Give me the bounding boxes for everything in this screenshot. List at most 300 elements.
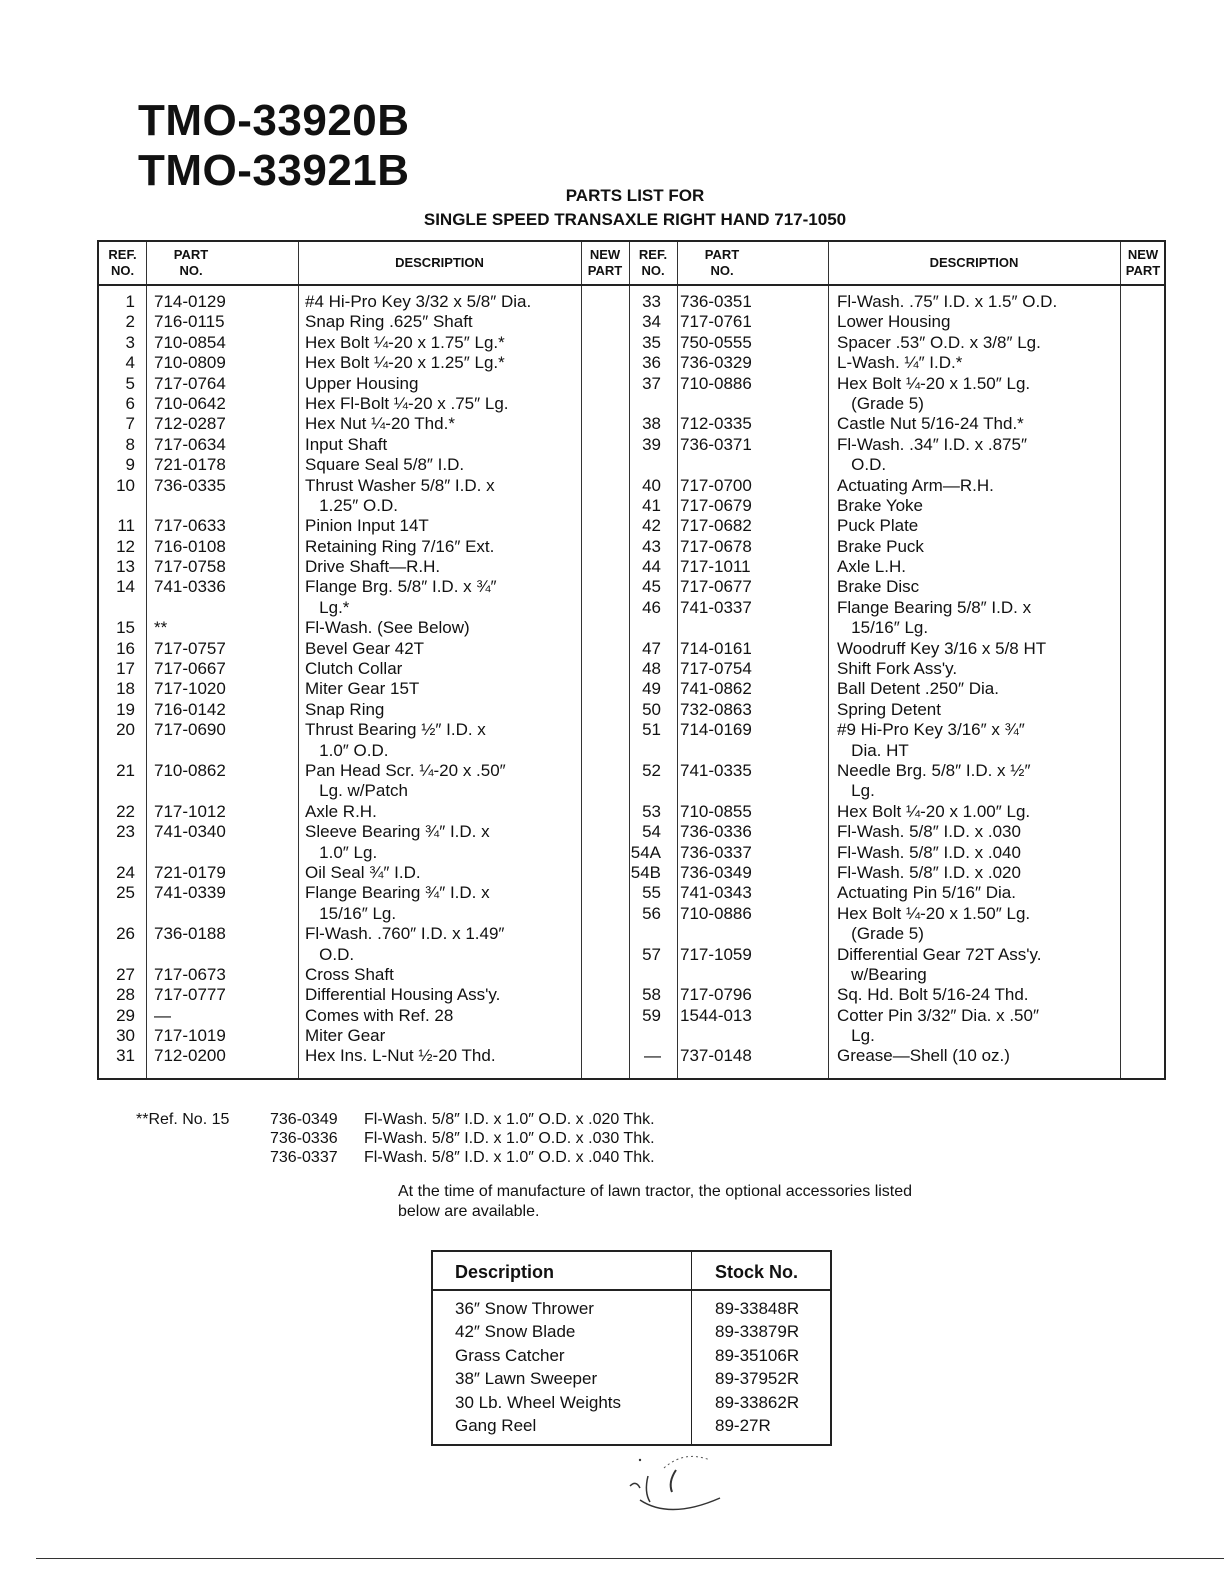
part-description: Fl-Wash. 5/8″ I.D. x .040 (837, 842, 1021, 862)
table-row (629, 700, 1120, 720)
part-description: Clutch Collar (305, 659, 403, 679)
part-no: 717-0677 (680, 577, 752, 597)
ref-no: 26 (116, 924, 135, 944)
footnote-part: 736-0349 (270, 1111, 338, 1128)
table-row (99, 659, 581, 679)
accessory-description: 36″ Snow Thrower (455, 1299, 594, 1318)
accessory-stock-no: 89-33879R (715, 1322, 800, 1342)
part-no: 710-0854 (154, 332, 226, 352)
ref-no: 11 (117, 516, 135, 536)
table-row (629, 516, 1120, 536)
table-row (629, 577, 1120, 597)
part-description: 15/16″ Lg. (837, 618, 929, 638)
ref-no: 7 (125, 414, 135, 434)
header-ref-no: REF. NO. (108, 247, 137, 278)
table-row (99, 924, 581, 944)
part-no: 717-0634 (154, 434, 226, 454)
ref-no: 1 (125, 292, 135, 311)
table-row (629, 1006, 1120, 1026)
part-description: Hex Ins. L-Nut ½-20 Thd. (305, 1046, 496, 1066)
ref-no: 55 (642, 883, 661, 903)
part-no: 717-0690 (154, 720, 226, 740)
ref-no: 34 (642, 312, 661, 332)
part-no: 717-1011 (680, 557, 751, 577)
part-no: 717-0679 (680, 495, 752, 515)
ref-no: 38 (642, 414, 661, 434)
table-row (99, 394, 581, 414)
table-row (629, 679, 1120, 699)
table-row (99, 455, 581, 475)
part-no: 736-0329 (680, 353, 752, 373)
part-description: Lg. w/Patch (305, 781, 408, 801)
table-row (99, 883, 581, 903)
part-description: Snap Ring .625″ Shaft (305, 312, 473, 332)
part-description: (Grade 5) (837, 924, 924, 944)
ref-no: 37 (642, 373, 661, 393)
part-no: 710-0642 (154, 393, 226, 413)
part-no: 717-0761 (680, 312, 752, 332)
ref-no: 49 (642, 679, 661, 699)
part-no: 717-0777 (154, 985, 226, 1005)
part-description: Differential Gear 72T Ass'y. (837, 944, 1042, 964)
table-row (99, 863, 581, 883)
table-row (99, 781, 581, 801)
table-row (629, 353, 1120, 373)
part-description: Puck Plate (837, 516, 919, 536)
table-row (99, 414, 581, 434)
table-row (99, 333, 581, 353)
table-row (629, 394, 1120, 414)
part-no: 710-0855 (680, 801, 752, 821)
ref-no: 54 (642, 822, 661, 842)
part-description: Dia. HT (837, 740, 909, 760)
ref-no: 17 (116, 659, 135, 679)
part-description: Hex Bolt ¼-20 x 1.50″ Lg. (837, 903, 1031, 923)
part-no: 710-0886 (680, 903, 752, 923)
page-subtitle: SINGLE SPEED TRANSAXLE RIGHT HAND 717-1050 (423, 210, 847, 229)
table-row (629, 435, 1120, 455)
table-row (99, 802, 581, 822)
header-new-part: NEW PART (1125, 247, 1161, 278)
table-row (629, 1026, 1120, 1046)
ref-no: 9 (125, 455, 135, 475)
part-description: Flange Bearing ¾″ I.D. x (305, 883, 490, 903)
part-no: 736-0371 (680, 434, 752, 454)
accessories-header-stock: Stock No. (715, 1262, 799, 1282)
accessory-stock-no: 89-33862R (715, 1392, 800, 1412)
part-description: Ball Detent .250″ Dia. (837, 679, 999, 699)
part-description: Lg. (837, 781, 875, 801)
part-no: 732-0863 (680, 699, 752, 719)
ref-no: 2 (125, 312, 135, 332)
ref-no: 14 (116, 577, 135, 597)
table-row (629, 863, 1120, 883)
part-description: Hex Bolt ¼-20 x 1.50″ Lg. (837, 373, 1031, 393)
ref-no: 8 (125, 434, 135, 454)
table-row (629, 496, 1120, 516)
part-no: 714-0169 (680, 720, 752, 740)
table-row (629, 557, 1120, 577)
part-description: Spacer .53″ O.D. x 3/8″ Lg. (837, 332, 1041, 352)
ref-no: 25 (116, 883, 135, 903)
header-part-no: PART NO. (704, 247, 740, 278)
part-no: 717-1020 (154, 679, 226, 699)
part-no: 736-0188 (154, 924, 226, 944)
part-description: Differential Housing Ass'y. (305, 985, 501, 1005)
ref-no: 33 (642, 292, 661, 311)
part-no: 741-0343 (680, 883, 752, 903)
ref-no: 44 (642, 557, 661, 577)
table-row (99, 843, 581, 863)
part-no: ** (154, 618, 168, 638)
table-row (629, 312, 1120, 332)
part-description: Miter Gear (305, 1026, 386, 1046)
ref-no: 27 (116, 964, 135, 984)
table-row (99, 761, 581, 781)
ref-no: 54B (630, 862, 661, 882)
header-description: DESCRIPTION (929, 255, 1019, 270)
part-no: 717-0796 (680, 985, 752, 1005)
part-description: Hex Bolt ¼-20 x 1.75″ Lg.* (305, 332, 505, 352)
parts-table (97, 240, 1166, 1080)
table-row (629, 292, 1120, 312)
part-description: Comes with Ref. 28 (305, 1005, 454, 1025)
ref-no: 20 (116, 720, 135, 740)
part-description: 15/16″ Lg. (305, 903, 397, 923)
table-row (629, 455, 1120, 475)
part-description: Axle R.H. (305, 801, 377, 821)
ref-no: 28 (116, 985, 135, 1005)
accessory-stock-no: 89-37952R (715, 1369, 800, 1389)
table-row (99, 476, 581, 496)
accessories-rows (433, 1297, 830, 1437)
accessory-description: 30 Lb. Wheel Weights (455, 1392, 621, 1412)
table-row (629, 761, 1120, 781)
ref-no: 12 (116, 536, 135, 556)
part-no: 710-0809 (154, 353, 226, 373)
ref-no: 53 (642, 801, 661, 821)
table-row (629, 639, 1120, 659)
handwritten-mark (620, 1450, 740, 1530)
part-no: 710-0862 (154, 760, 226, 780)
ref-no: 50 (642, 699, 661, 719)
accessory-stock-no: 89-33848R (715, 1299, 800, 1318)
header-new-part: NEW PART (587, 247, 623, 278)
part-description: Flange Brg. 5/8″ I.D. x ¾″ (305, 577, 497, 597)
part-description: Sleeve Bearing ¾″ I.D. x (305, 822, 490, 842)
table-row (629, 1046, 1120, 1066)
model-number: TMO-33920B (138, 96, 410, 145)
ref-no: 48 (642, 659, 661, 679)
part-no: 717-0667 (154, 659, 226, 679)
ref-no: 24 (116, 862, 135, 882)
part-no: 712-0335 (680, 414, 752, 434)
ref-no: 30 (116, 1026, 135, 1046)
part-description: Snap Ring (305, 699, 385, 719)
part-description: Hex Fl-Bolt ¼-20 x .75″ Lg. (305, 393, 509, 413)
table-row (629, 659, 1120, 679)
ref-no: 46 (642, 597, 661, 617)
accessories-note: At the time of manufacture of lawn tractor, the optional accessories listed below are available. (398, 1183, 913, 1220)
table-row (629, 883, 1120, 903)
ref-no: 21 (116, 760, 135, 780)
part-description: Hex Nut ¼-20 Thd.* (305, 414, 455, 434)
part-description: Pan Head Scr. ¼-20 x .50″ (305, 760, 506, 780)
part-description: Cross Shaft (305, 964, 394, 984)
table-row (99, 679, 581, 699)
part-no: 741-0339 (154, 883, 226, 903)
ref-no: 45 (642, 577, 661, 597)
part-description: Grease—Shell (10 oz.) (837, 1046, 1010, 1066)
part-no: 750-0555 (680, 332, 752, 352)
part-description: Thrust Bearing ½″ I.D. x (305, 720, 486, 740)
table-row (629, 537, 1120, 557)
part-no: 741-0862 (680, 679, 752, 699)
ref-no: 59 (642, 1005, 661, 1025)
part-no: 717-1012 (154, 801, 226, 821)
table-row (99, 720, 581, 740)
table-row (99, 985, 581, 1005)
part-no: 717-1019 (154, 1026, 226, 1046)
part-description: Brake Puck (837, 536, 924, 556)
part-no: 717-0754 (680, 659, 752, 679)
page-title: PARTS LIST FOR (565, 186, 705, 205)
part-description: Shift Fork Ass'y. (837, 659, 958, 679)
part-description: Pinion Input 14T (305, 516, 429, 536)
part-description: Brake Disc (837, 577, 920, 597)
table-row (629, 414, 1120, 434)
table-row (99, 516, 581, 536)
part-description: Retaining Ring 7/16″ Ext. (305, 536, 495, 556)
part-description: Needle Brg. 5/8″ I.D. x ½″ (837, 760, 1031, 780)
part-no: — (154, 1005, 171, 1025)
part-no: 717-0682 (680, 516, 752, 536)
part-no: 741-0340 (154, 822, 226, 842)
part-description: Axle L.H. (837, 557, 906, 577)
part-description: Upper Housing (305, 373, 419, 393)
ref-no: 42 (642, 516, 661, 536)
table-row (629, 924, 1120, 944)
part-description: Square Seal 5/8″ I.D. (305, 455, 465, 475)
table-row (99, 435, 581, 455)
part-description: Lg.* (305, 597, 350, 617)
part-no: 1544-013 (680, 1005, 752, 1025)
part-no: 736-0349 (680, 862, 752, 882)
ref-no: 16 (116, 638, 135, 658)
part-no: 716-0115 (154, 312, 225, 332)
ref-no: 43 (642, 536, 661, 556)
part-no: 717-0633 (154, 516, 226, 536)
part-description: O.D. (305, 944, 355, 964)
part-description: Woodruff Key 3/16 x 5/8 HT (837, 638, 1047, 658)
table-row (629, 843, 1120, 863)
part-description: w/Bearing (837, 964, 927, 984)
accessory-row (433, 1297, 830, 1320)
table-row (629, 965, 1120, 985)
table-row (99, 1046, 581, 1066)
footnote-part: 736-0337 (270, 1149, 338, 1166)
part-description: Hex Bolt ¼-20 x 1.25″ Lg.* (305, 353, 505, 373)
table-row (629, 781, 1120, 801)
table-row (629, 374, 1120, 394)
part-description: Fl-Wash. .760″ I.D. x 1.49″ (305, 924, 505, 944)
ref-no: 18 (116, 679, 135, 699)
ref-no: 51 (642, 720, 661, 740)
model-numbers (138, 96, 410, 196)
part-description: Castle Nut 5/16-24 Thd.* (837, 414, 1024, 434)
part-description: Fl-Wash. 5/8″ I.D. x .030 (837, 822, 1021, 842)
table-row (99, 741, 581, 761)
ref-no: 54A (630, 842, 661, 862)
part-no: 717-0758 (154, 557, 226, 577)
part-no: 721-0178 (154, 455, 226, 475)
accessory-description: 38″ Lawn Sweeper (455, 1369, 598, 1389)
table-row (99, 700, 581, 720)
part-no: 714-0161 (680, 638, 752, 658)
accessory-description: Grass Catcher (455, 1345, 565, 1365)
table-row (99, 557, 581, 577)
part-description: Lg. (837, 1026, 875, 1046)
table-row (99, 312, 581, 332)
parts-list-right (629, 292, 1120, 1067)
part-no: 717-0678 (680, 536, 752, 556)
table-row (629, 904, 1120, 924)
part-description: O.D. (837, 455, 887, 475)
table-row (99, 1026, 581, 1046)
part-description: 1.25″ O.D. (305, 495, 398, 515)
footnote-part: 736-0336 (270, 1130, 338, 1147)
part-description: Cotter Pin 3/32″ Dia. x .50″ (837, 1005, 1039, 1025)
accessory-stock-no: 89-35106R (715, 1345, 800, 1365)
page-bottom-rule (36, 1558, 1224, 1559)
header-part-no: PART NO. (173, 247, 209, 278)
part-no: 717-0764 (154, 373, 226, 393)
part-no: 741-0336 (154, 577, 226, 597)
table-row (99, 904, 581, 924)
part-no: 741-0335 (680, 760, 752, 780)
header-description: DESCRIPTION (395, 255, 484, 270)
table-row (99, 496, 581, 516)
part-description: Brake Yoke (837, 495, 924, 515)
ref-no: 3 (125, 332, 135, 352)
part-description: Fl-Wash. (See Below) (305, 618, 470, 638)
part-description: Fl-Wash. .75″ I.D. x 1.5″ O.D. (837, 292, 1058, 311)
ref-no: 4 (125, 353, 135, 373)
table-row (99, 639, 581, 659)
ref-no: — (644, 1046, 661, 1066)
part-no: 716-0142 (154, 699, 226, 719)
ref-no: 36 (642, 353, 661, 373)
accessory-row (433, 1414, 830, 1437)
ref-no: 56 (642, 903, 661, 923)
part-description: Actuating Arm—R.H. (837, 475, 994, 495)
table-row (99, 618, 581, 638)
part-no: 721-0179 (154, 862, 226, 882)
ref-no: 39 (642, 434, 661, 454)
ref-no: 52 (642, 760, 661, 780)
ref-no: 10 (116, 475, 135, 495)
table-row (99, 537, 581, 557)
ref-no: 47 (642, 638, 661, 658)
table-row (629, 618, 1120, 638)
accessories-table (431, 1250, 832, 1446)
ref-no: 13 (116, 557, 135, 577)
part-no: 737-0148 (680, 1046, 752, 1066)
footnote-text: Fl-Wash. 5/8″ I.D. x 1.0″ O.D. x .040 Thk. (364, 1149, 655, 1166)
ref-no: 35 (642, 332, 661, 352)
part-description: Thrust Washer 5/8″ I.D. x (305, 475, 495, 495)
ref-no: 6 (125, 393, 135, 413)
ref-no: 57 (642, 944, 661, 964)
part-no: 736-0335 (154, 475, 226, 495)
part-no: 717-0673 (154, 964, 226, 984)
accessory-row (433, 1367, 830, 1390)
ref-no: 40 (642, 475, 661, 495)
table-row (99, 945, 581, 965)
part-no: 717-0757 (154, 638, 226, 658)
part-description: Actuating Pin 5/16″ Dia. (837, 883, 1016, 903)
table-row (99, 374, 581, 394)
part-no: 736-0336 (680, 822, 752, 842)
ref-no: 58 (642, 985, 661, 1005)
part-description: Hex Bolt ¼-20 x 1.00″ Lg. (837, 801, 1031, 821)
accessory-row (433, 1320, 830, 1343)
table-row (629, 985, 1120, 1005)
part-description: Fl-Wash. .34″ I.D. x .875″ (837, 434, 1027, 454)
footnote-text: Fl-Wash. 5/8″ I.D. x 1.0″ O.D. x .030 Thk. (364, 1130, 655, 1147)
part-description: Oil Seal ¾″ I.D. (305, 862, 421, 882)
part-description: Bevel Gear 42T (305, 638, 425, 658)
ref-no: 23 (116, 822, 135, 842)
ref-no: 5 (125, 373, 135, 393)
part-description: 1.0″ O.D. (305, 740, 389, 760)
accessory-row (433, 1391, 830, 1414)
footnote-prefix: **Ref. No. 15 (136, 1111, 230, 1128)
part-no: 716-0108 (154, 536, 226, 556)
accessories-header-description: Description (455, 1262, 555, 1282)
accessory-stock-no: 89-27R (715, 1415, 771, 1435)
table-row (629, 822, 1120, 842)
part-description: L-Wash. ¼″ I.D.* (837, 353, 963, 373)
part-no: 741-0337 (680, 597, 752, 617)
table-row (99, 577, 581, 597)
ref-no: 15 (116, 618, 135, 638)
part-description: 1.0″ Lg. (305, 842, 378, 862)
part-description: (Grade 5) (837, 393, 924, 413)
part-description: #9 Hi-Pro Key 3/16″ x ¾″ (837, 720, 1025, 740)
part-no: 712-0200 (154, 1046, 226, 1066)
table-row (99, 598, 581, 618)
table-row (99, 965, 581, 985)
table-row (629, 741, 1120, 761)
part-no: 712-0287 (154, 414, 226, 434)
table-row (99, 292, 581, 312)
part-description: #4 Hi-Pro Key 3/32 x 5/8″ Dia. (305, 292, 532, 311)
ref-no: 22 (116, 801, 135, 821)
part-description: Fl-Wash. 5/8″ I.D. x .020 (837, 862, 1021, 882)
accessory-description: 42″ Snow Blade (455, 1322, 576, 1342)
ref-no: 31 (116, 1046, 135, 1066)
table-row (629, 598, 1120, 618)
table-row (629, 945, 1120, 965)
part-description: Miter Gear 15T (305, 679, 420, 699)
footnote-text: Fl-Wash. 5/8″ I.D. x 1.0″ O.D. x .020 Thk. (364, 1111, 655, 1128)
table-row (99, 822, 581, 842)
part-description: Drive Shaft—R.H. (305, 557, 441, 577)
part-no: 736-0337 (680, 842, 752, 862)
ref-no: 29 (116, 1005, 135, 1025)
part-description: Lower Housing (837, 312, 951, 332)
